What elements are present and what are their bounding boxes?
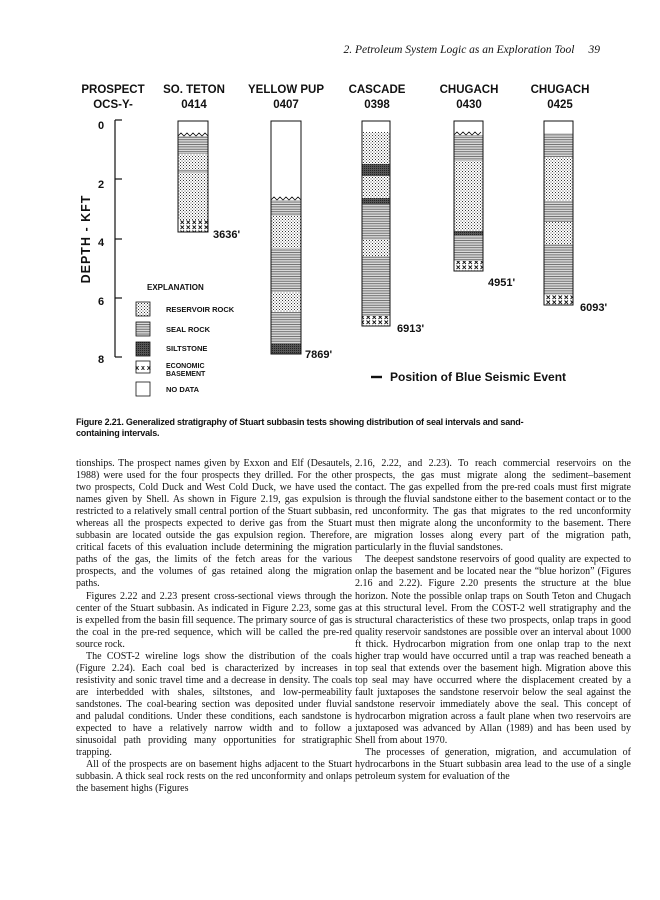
legend-label-economic: ECONOMIC — [166, 363, 205, 370]
well-column-chugach-0430 — [454, 121, 515, 289]
legend-label: RESERVOIR ROCK — [166, 305, 235, 314]
prospect-header-line2: 0407 — [273, 99, 299, 111]
paragraph: tionships. The prospect names given by Exxon and Elf (Desautels, 1988) were used for the four prospects they drilled. For the other two prospects, Cold Duck and West Cold Duck, we have used the names given by Shell. As shown in Figure 2.19, gas expulsion is restricted to a relatively small central portion of the Stuart subbasin, whereas all the prospects expected to derive gas from the Stuart subbasin are located outside the gas expulsion region. Therefore, critical facets of this evaluation include determining the migration paths of the gas, the limits of the fetch areas for the various prospects, and the volumes of gas retained along the migration paths. — [76, 458, 352, 590]
legend-swatch-siltstone — [136, 342, 150, 356]
running-head-title: 2. Petroleum System Logic as an Exploration Tool — [343, 44, 575, 56]
prospect-header-line2: 0430 — [456, 99, 482, 111]
paragraph: The processes of generation, migration, and accumulation of hydrocarbons in the Stuart subbasin area lead to the use of a single petroleum system for evaluation of the — [355, 747, 631, 783]
well-column-cascade — [362, 121, 424, 335]
well-depth-label: 7869' — [305, 349, 333, 361]
legend-label: SEAL ROCK — [166, 325, 211, 334]
prospect-header-line1: CHUGACH — [439, 84, 499, 96]
depth-tick-label: 0 — [97, 120, 105, 132]
paragraph: 2.16, 2.22, and 2.23). To reach commercial reservoirs on the prospects, the gas must migrate along the sediment–basement contact. The gas expelled from the pre-red coals must first migrate through the fluvial sandstone either to the basement contact or to the red unconformity. The gas that migrates to the red unconformity must then migrate along the unconformity to the basement. There are migration losses along every part of the migration path, particularly in the fluvial sandstones. — [355, 458, 631, 554]
right-column — [355, 458, 631, 783]
paragraph: All of the prospects are on basement highs adjacent to the Stuart subbasin. A thick seal rock rests on the red unconformity and onlaps the basement highs (Figures — [76, 759, 352, 795]
prospect-header-line1: CHUGACH — [530, 84, 590, 96]
prospect-header-line2: 0414 — [181, 99, 207, 111]
prospect-header-line1: YELLOW PUP — [247, 84, 325, 96]
prospect-header-line1: CASCADE — [348, 84, 406, 96]
depth-axis — [79, 120, 122, 366]
prospect-header-line2: 0425 — [547, 99, 573, 111]
paragraph: The COST-2 wireline logs show the distribution of the coals (Figure 2.24). Each coal bed is characterized by increases in resistivity and sonic travel time and a decrease in density. The coals are interbedded with shales, siltstones, and low-permeability sandstones. The coal-bearing section was deposited under fluvial and paludal conditions. Under these conditions, each sandstone is expected to have a relatively narrow width and to follow a sinusoidal path providing many opportunities for stratigraphic trapping. — [76, 650, 352, 759]
stratigraphy-diagram — [0, 0, 660, 410]
well-depth-label: 3636' — [213, 229, 241, 241]
paragraph: The deepest sandstone reservoirs of good quality are expected to onlap the basement and be located near the “blue horizon” (Figures 2.16 and 2.22). Figure 2.20 presents the structure at the blue horizon. Note the possible onlap traps on South Teton and Chugach at this structural level. From the COST-2 well stratigraphy and the structural characteristics of these two prospects, onlap traps in good quality reservoir sandstones are possible over an interval about 1000 ft thick. Hydrocarbon migration from one onlap trap to the next higher trap would have occurred until a trap was reached beneath a top seal that extends over the basement high. Migration above this top seal may have occurred where the displacement created by a fault juxtaposes the sandstone reservoir below the seal against the sandstone reservoir immediately above the seal. This concept of hydrocarbon migration across a fault plane when two reservoirs are juxtaposed was advanced by Allan (1989) and has been used by Shell from about 1970. — [355, 554, 631, 747]
legend-label: NO DATA — [166, 385, 200, 394]
depth-axis-label: DEPTH - KFT — [79, 194, 93, 284]
well-depth-label: 4951' — [488, 277, 516, 289]
legend-label: SILTSTONE — [166, 344, 208, 353]
depth-tick-label: 4 — [97, 237, 105, 249]
well-depth-label: 6093' — [580, 302, 608, 314]
legend-swatch-no-data — [136, 382, 150, 396]
depth-tick-label: 6 — [97, 296, 105, 308]
well-depth-label: 6913' — [397, 323, 425, 335]
prospect-header-line1: PROSPECT — [81, 84, 145, 96]
figure-caption: Figure 2.21. Generalized stratigraphy of Stuart subbasin tests showing distribution of seal intervals and sand-containing intervals. — [76, 417, 524, 438]
stratigraphy-figure — [0, 0, 660, 410]
page-number: 39 — [588, 44, 600, 56]
legend-basement-symbol: x x x — [135, 365, 151, 372]
legend-swatch-reservoir — [136, 302, 150, 316]
depth-tick-label: 2 — [97, 179, 105, 191]
depth-tick-label: 8 — [97, 354, 105, 366]
explanation-legend — [135, 283, 235, 396]
prospect-header-line2: OCS-Y- — [93, 99, 133, 111]
well-column-so-teton — [178, 121, 240, 241]
paragraph: Figures 2.22 and 2.23 present cross-sectional views through the center of the Stuart subbasin. As indicated in Figure 2.23, some gas is expelled from the basin fill sequence. The primary source of gas is the coal in the pre-red sequence, which will be called the pre-red source rock. — [76, 590, 352, 650]
well-column-chugach-0425 — [544, 121, 607, 314]
legend-swatch-seal — [136, 322, 150, 336]
blue-horizon-key — [371, 370, 566, 384]
blue-horizon-label: Position of Blue Seismic Event — [390, 370, 567, 384]
legend-label-basement: BASEMENT — [166, 371, 206, 378]
prospect-header-line2: 0398 — [364, 99, 390, 111]
left-column — [76, 458, 352, 795]
legend-title: EXPLANATION — [147, 283, 204, 292]
prospect-headers — [81, 84, 589, 111]
prospect-header-line1: SO. TETON — [163, 84, 225, 96]
well-column-yellow-pup — [271, 121, 332, 361]
